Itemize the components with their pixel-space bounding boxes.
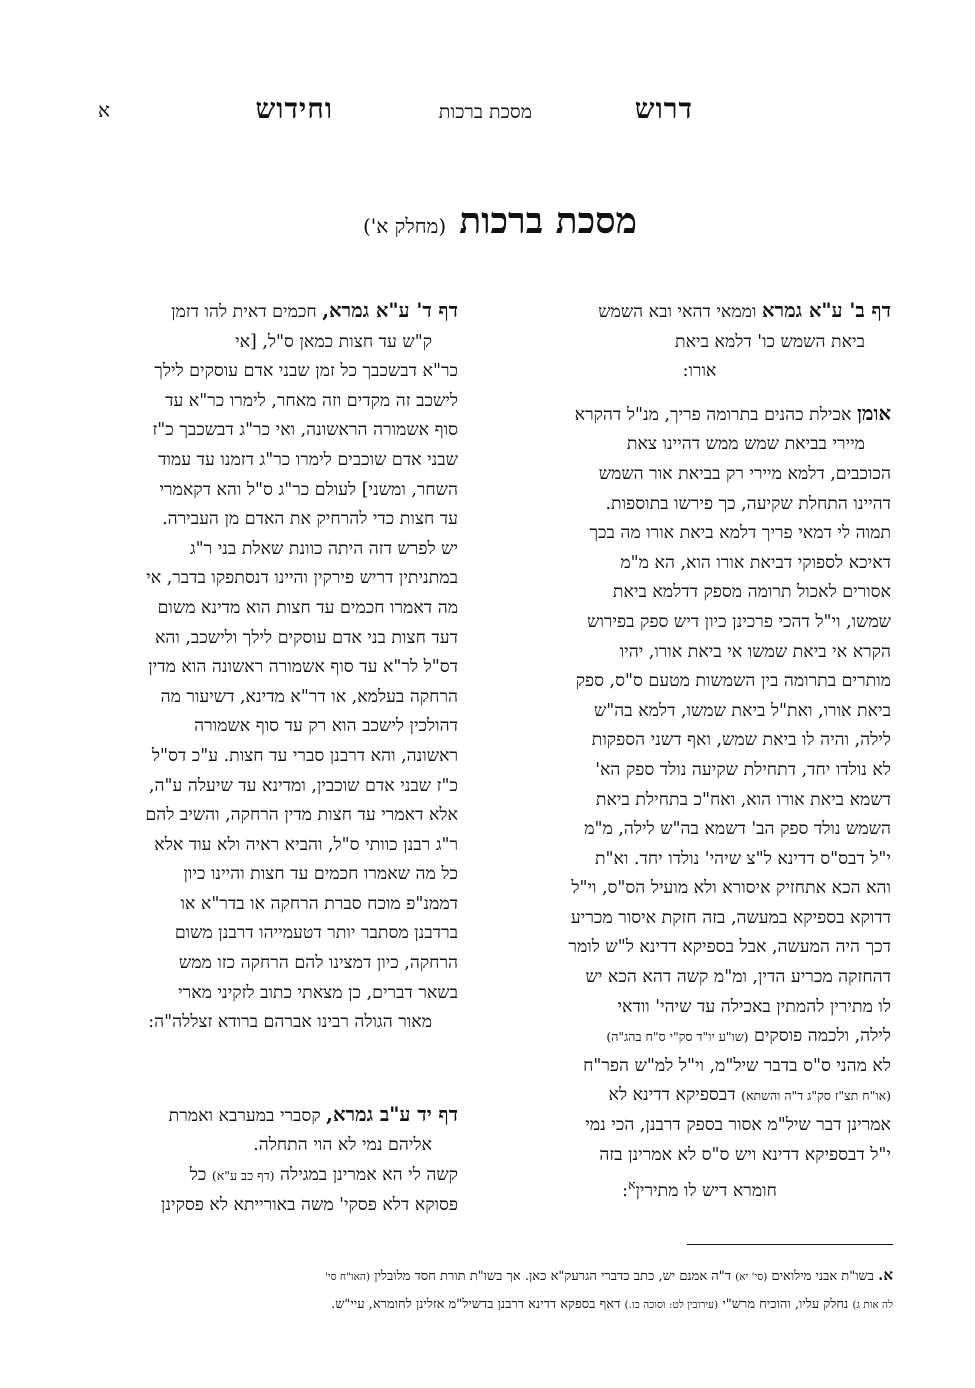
entry-heading: דף ב' ע"א גמרא <box>761 299 891 322</box>
footnote-line: א. בשו"ת אבני מילואים (סי' יא) ד"ה אמנם יש, כתב כדברי הגרעק"א כאן. אך בשו"ת תורת חסד מלובלין (האו"ח סי' <box>324 1266 893 1284</box>
source-reference: (דף כב ע"א) <box>211 1168 275 1184</box>
left-column <box>82 296 458 1220</box>
header-title-vechidush: וחידוש <box>255 92 333 125</box>
source-reference: (שו"ע יו"ד סק"י ס"ח בהג"ה) <box>606 1029 749 1045</box>
tractate-title-main: מסכת ברכות <box>459 200 637 242</box>
entry-daf-2a: דף ב' ע"א גמרא וממאי דהאי ובא השמש ביאת השמש כו' דלמא ביאת אורו: <box>598 299 891 382</box>
footnote-area <box>81 1262 893 1319</box>
footnote-mark: א. <box>878 1266 893 1284</box>
tractate-title-sub: (מחלק א') <box>362 214 447 238</box>
source-reference: (או"ח תצ"ז סק"ג ד"ה והשתא) <box>741 1088 891 1104</box>
entry-daf-4a: דף ד' ע"א גמרא, חכמים דאית להו דזמן ק"ש עד חצות כמאן ס"ל, [אי כר"א דבשכבך כל זמן שבני אדם עוסקים לילך לישכב זה מקדים וזה מאחר, לימרו כר"א עד סוף אשמורה הראשונה, ואי כר"ג דבשכבך כ"ז שבני אדם שוכבים לימרו כר"ג דזמנו עד עמוד השחר, ומשני] לעולם כר"ג ס"ל והא דקאמרי עד חצות כדי להרחיק את האדם מן העבירה. יש לפרש דזה היתה כוונת שאלת בני ר"ג במתניתין דריש פירקין והיינו דנסתפקו בדבר, אי מה דאמרו חכמים עד חצות הוא מדינא משום דעד חצות בני אדם עוסקים לילך ולישכב, והא דס"ל לר"א עד סוף אשמורה ראשונה הוא מדין הרחקה בעלמא, או דר"א מדינא, דשיעור מה דהולכין לישכב הוא רק עד סוף אשמורה ראשונה, והא דרבנן סברי עד חצות. ע"כ דס"ל כ"ז שבני אדם שוכבין, ומדינא עד שיעלה ע"ה, אלא דאמרי עד חצות מדין הרחקה, והשיב להם ר"ג רבנן כוותי ס"ל, והביא ראיה ולא עוד אלא כל מה שאמרו חכמים עד חצות והיינו כיון דממנ"פ מוכח סברת הרחקה או בדר"א או ברדבנן מסתבר יותר דטעמייהו דרבנן משום הרחקה, כיון דמצינו להם הרחקה כזו ממש בשאר דברים, כן מצאתי כתוב לזקיני מארי מאור הגולה רבינו אברהם ברודא זצללה"ה: <box>145 299 458 1033</box>
footnote-divider <box>687 1244 893 1245</box>
footnote-line: לה אות ג) נחלק עליו, והוכיח מרש"י (עירובין לט: וסוכה כו.) דאף בספקא דדינא דרבנן בדשיל"מ אזלינן לחומרא, עיי"ש. <box>331 1297 893 1312</box>
entry-daf-14b: דף יד ע"ב גמרא, קסברי במערבא ואמרת אליהם נמי לא הוי התחלה. קשה לי הא אמרינן במגילה (דף כב ע"א) כל פסוקא דלא פסקי' משה באורייתא לא פסקינן <box>160 1102 458 1215</box>
entry-heading: דף ד' ע"א גמרא, <box>322 299 458 322</box>
entry-omen: אומן אכילת כהנים בתרומה פריך, מנ"ל דהקרא מיירי בביאת שמש ממש דהיינו צאת הכוכבים, דלמא מיירי רק בביאת אור השמש דהיינו התחלת שקיעה, כך פירשו בתוספות. תמוה לי דמאי פריך דלמא ביאת אורו מה בכך דאיכא לספוקי דביאת אורו הוא, הא מ"מ אסורים לאכול תרומה מספק דדלמא ביאת שמשו, וי"ל דהכי פרכינן כיון דיש ספק בפירוש הקרא אי ביאת שמשו אי ביאת אורו, יהיו מותרים בתרומה בין השמשות מטעם ס"ס, ספק ביאת אורו, ואת"ל ביאת שמשו, דלמא בה"ש לילה, והיה לו ביאת שמש, ואף דשני הספקות לא נולדו יחד, דתחילת שקיעה נולד ספק הא' דשמא ביאת אורו הוא, ואח"כ בתחילת ביאת השמש נולד ספק הב' דשמא בה"ש לילה, מ"מ י"ל דבס"ס דדינא ל"צ שיהי' נולדו יחד. וא"ת והא הכא אתחזיק איסורא ולא מועיל הס"ס, וי"ל דדוקא בספיקא במעשה, בזה חזקת איסור מכריע דכך היה המעשה, אבל בספיקא דדינא ל"ש לומר דהחזקה מכריע הדין, ומ"מ קשה דהא הכא יש לו מתירין להמתין באכילה עד שיהי' וודאי לילה, ולכמה פוסקים (שו"ע יו"ד סק"י ס"ח בהג"ה) לא מהני ס"ס בדבר שיל"מ, וי"ל למ"ש הפר"ח (או"ח תצ"ז סק"ג ד"ה והשתא) דבספיקא דדינא לא אמרינן דבר שיל"מ אסור בספק דרבנן, הכי נמי י"ל דבספיקא דדינא ויש ס"ס לא אמרינן בזה חומרא דיש לו מתירין$^א$: <box>568 401 891 1202</box>
footnote-marker[interactable]: א <box>627 1177 636 1193</box>
entry-heading: אומן <box>856 401 891 425</box>
header-title-derush: דרוש <box>634 92 693 125</box>
right-column <box>508 296 891 1207</box>
entry-heading: דף יד ע"ב גמרא, <box>326 1102 458 1126</box>
header-tractate-name: מסכת ברכות <box>438 101 532 123</box>
tractate-title <box>363 200 637 242</box>
page-number-letter: א <box>97 98 110 122</box>
running-header <box>0 92 975 132</box>
